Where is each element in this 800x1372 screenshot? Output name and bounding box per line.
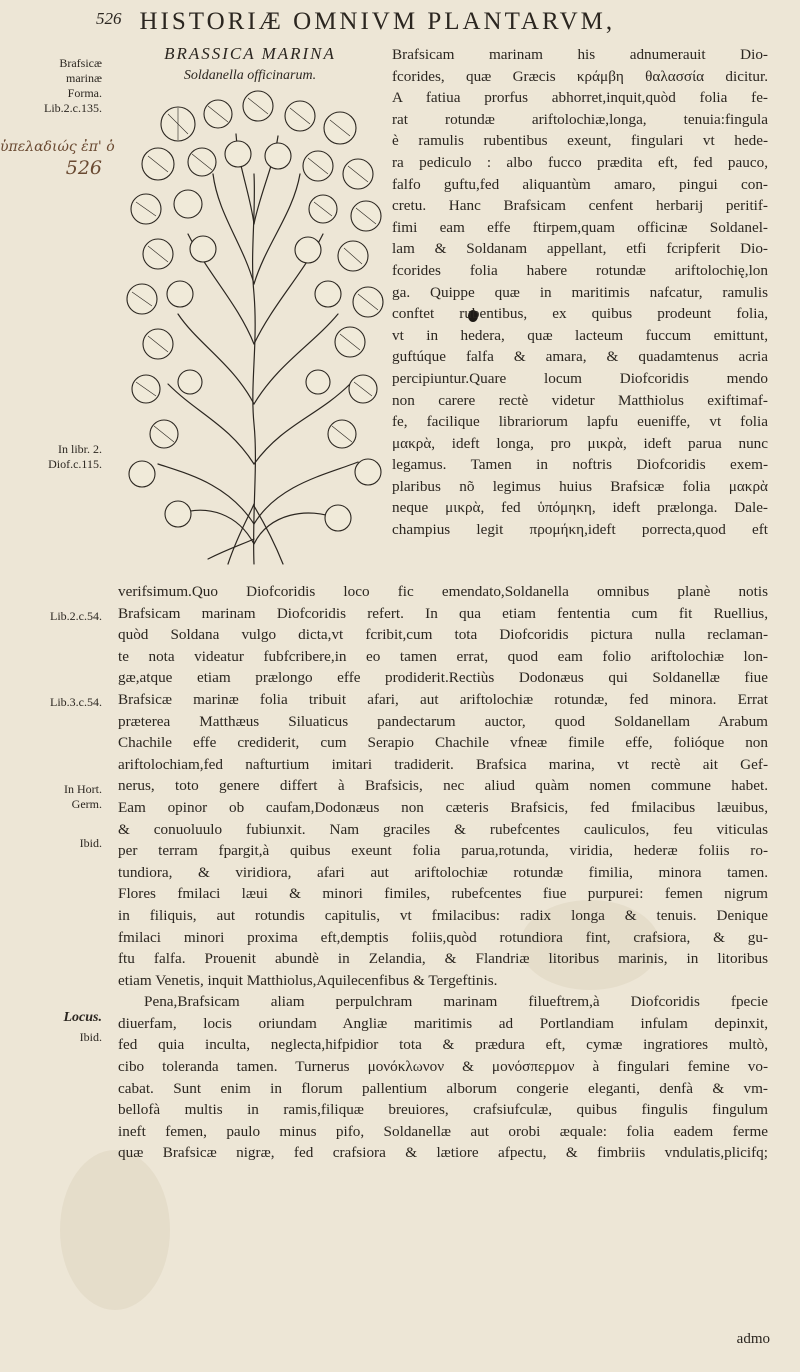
text-line: percipiuntur.Quare locum Diofcoridis mendo <box>392 369 768 387</box>
text-line: nerus, toto genere differt à Brafsicis, nec aliud quàm nomen commune habet. <box>118 777 768 795</box>
text-column-right <box>392 44 768 541</box>
margin-line: Diof.c.115. <box>48 457 102 471</box>
text-line: μακρὰ, ideft longa, pro μικρὰ, ideft parua nunc <box>392 434 768 452</box>
margin-line: Ibid. <box>79 836 102 850</box>
margin-note <box>0 695 106 710</box>
text-line: cabat. Sunt enim in florum pallentium alborum congerie eleganti, denfà & vm- <box>118 1079 768 1097</box>
text-line: legamus. Tamen in noftris Diofcoridis exem- <box>392 456 768 474</box>
text-line: fcorides, quæ Græcis κράμβη θαλασσία dicitur. <box>392 67 768 85</box>
margin-note <box>0 836 106 851</box>
text-line: è ramulis rubentibus exeunt, fingulari vt hede- <box>392 132 768 150</box>
margin-line: Lib.3.c.54. <box>50 695 102 709</box>
text-line: rat rotundæ ariftolochiæ,longa, tenuia:fingula <box>392 110 768 128</box>
margin-line: Brafsicæ <box>59 56 102 70</box>
margin-line: In libr. 2. <box>58 442 102 456</box>
text-line: champius legit προμήκη,ideft porrecta,quod eft <box>392 521 768 539</box>
text-line: Brafsicæ marinæ folia tribuit afari, aut ariftolochiæ rotundæ, fed minora. Errat <box>118 690 768 708</box>
text-line: neque μικρὰ, fed ὑπόμηκη, ideft prælonga. Dale- <box>392 499 768 517</box>
text-line: cibo toleranda tamen. Turnerus μονόκλωνον & μονόσπερμον à fingulari femine vo- <box>118 1058 768 1076</box>
text-line: per terram fpargit,à quibus exeunt folia parua,rotunda, viridia, hederæ foliis ro- <box>118 842 768 860</box>
text-line: fed quia inculta, neglecta,hifpidior tota & prædura eft, cymæ ingratiores multò, <box>118 1036 768 1054</box>
plant-woodcut-svg <box>118 44 390 572</box>
text-line: fimi eam effe ftirpem,quam officinæ Soldanel- <box>392 218 768 236</box>
figure-title: BRASSICA MARINA <box>164 44 336 63</box>
text-line: quòd Soldana vulgo dicta,vt fcribit,cum tota Diofcoridis pictura nulla reclaman- <box>118 626 768 644</box>
text-line: guftúque falfa & amara, & quadamtenus acria <box>392 348 768 366</box>
text-line: Flores fmilaci læui & minori fimiles, rubefcentes fiue purpurei: femen nigrum <box>118 885 768 903</box>
margin-line: Lib.2.c.135. <box>44 101 102 115</box>
text-line: cretu. Hanc Brafsicam cenfent herbarij peritif- <box>392 197 768 215</box>
catchword: admo <box>736 1331 770 1347</box>
text-line: quæ Brafsicæ nigræ, fed crafsiora & lætiore afpectu, & fimbriis vndulatis,plicifq; <box>118 1144 768 1162</box>
text-line: lam & Soldanam appellant, etfi fcripferit Dio- <box>392 240 768 258</box>
margin-note <box>0 1030 106 1045</box>
text-line: fcorides folia habere rotundæ ariftolochię,lon <box>392 261 768 279</box>
botanical-illustration <box>118 44 390 572</box>
running-title: HISTORIÆ OMNIVM PLANTARVM, <box>139 8 616 35</box>
margin-note-forma <box>0 56 106 116</box>
text-line: te nota videatur fubfcribere,in eo tamen errat, quod eam folio ariftolochiæ lon- <box>118 647 768 665</box>
text-line: ineft femen, paulo minus pifo, Soldanellæ aut orobi æquale: folia eadem ferme <box>118 1122 768 1140</box>
text-line: gæ,atque etiam prælongo effe prodiderit.Rectiùs Dodonæus qui Soldanellæ fiue <box>118 669 768 687</box>
margin-line: Locus. <box>63 1010 102 1025</box>
text-line: ga. Quippe quæ in maritimis nafcatur, ramulis <box>392 283 768 301</box>
text-line: diuerfam, locis oriundam Angliæ maritimis ad Portlandiam infulam depinxit, <box>118 1014 768 1032</box>
text-line: præterea Matthæus Siluaticus pandectarum auctor, quod Soldanellam Arabum <box>118 712 768 730</box>
text-line: etiam Venetis, inquit Matthiolus,Aquilecenfibus & Tergeftinis. <box>118 971 498 989</box>
margin-line: In Hort. <box>64 782 102 796</box>
text-line: bellofà multis in ramis,filiquæ breuiores, crafsiufculæ, quibus fingulis fingulum <box>118 1101 768 1119</box>
text-line: & conuoluulo fubiunxit. Nam graciles & rubefcentes cauliculos, feu viticulas <box>118 820 768 838</box>
margin-line: marinæ <box>66 71 102 85</box>
text-line: plaribus nõ legimus huius Brafsicæ folia μακρὰ <box>392 477 768 495</box>
handwritten-line: ὑπελαδιώς ἐπ' ὁ <box>0 139 115 155</box>
margin-line: Lib.2.c.54. <box>50 609 102 623</box>
margin-line: Ibid. <box>79 1030 102 1044</box>
paper-stain <box>60 1150 170 1310</box>
page-number: 526 <box>96 9 122 28</box>
text-line: Brafsicam marinam his adnumerauit Dio- <box>392 46 768 63</box>
margin-line: Germ. <box>71 797 102 811</box>
text-line: conftet rubentibus, ex quibus prodeunt folia, <box>392 305 768 323</box>
running-header <box>96 8 776 40</box>
text-line: A fatiua prorfus abhorret,inquit,quòd folia fe- <box>392 89 768 107</box>
text-line: tundiora, & viridiora, afari aut ariftolochiæ rotundæ fimilia, minora tamen. <box>118 863 768 881</box>
text-line: Brafsicam marinam Diofcoridis refert. In qua etiam fententia cum fit Ruellius, <box>118 604 768 622</box>
margin-note <box>0 609 106 624</box>
text-line: ariftolochiam,fed nafturtium imitari tradiderit. Brafsica marina, vt rectè ait Gef- <box>118 755 768 773</box>
text-line: ftu falfa. Prouenit abundè in Zelandia, & Flandriæ litoribus marinis, in litoribus <box>118 950 768 968</box>
figure-subtitle: Soldanella officinarum. <box>183 68 317 83</box>
text-line: Chachile effe crediderit, cum Serapio Chachile vfneæ fimile effe, folióque non <box>118 734 768 752</box>
text-column-full <box>118 581 768 1164</box>
margin-note-locus <box>0 1010 106 1025</box>
text-line: verifsimum.Quo Diofcoridis loco fic emendato,Soldanella omnibus planè notis <box>118 583 768 600</box>
margin-handwritten-note <box>0 139 115 179</box>
text-line: ra pediculo : albo fucco prædita eft, fed pauco, <box>392 153 768 171</box>
text-line: falfo guftu,fed aliquantùm amaro, pingui con- <box>392 175 768 193</box>
handwritten-line: 526 <box>65 157 102 179</box>
margin-note-diosc <box>0 442 106 472</box>
text-line: fmilaci minori proxima eft,demptis foliis,quòd rotundiora fint, crafsiora, & gu- <box>118 928 768 946</box>
text-line: Pena,Brafsicam aliam perpulchram marinam filueftrem,à Diofcoridis fpecie <box>144 993 768 1011</box>
margin-note-hort <box>0 782 106 812</box>
margin-line: Forma. <box>67 86 102 100</box>
text-line: non carere rectè videtur Matthiolus exiftimaf- <box>392 391 768 409</box>
text-line: fe, facilique librariorum lapfu eueniffe, vt folia <box>392 413 768 431</box>
text-line: in filiquis, aut rotundis capitulis, vt fmilacibus: radix longa & tenuis. Denique <box>118 906 768 924</box>
text-line: Eam opinor ob caufam,Dodonæus non cæteris Brafsicis, fed fmilacibus læuibus, <box>118 798 768 816</box>
text-line: vt in hedera, quæ lacteum fuccum emittunt, <box>392 326 768 344</box>
